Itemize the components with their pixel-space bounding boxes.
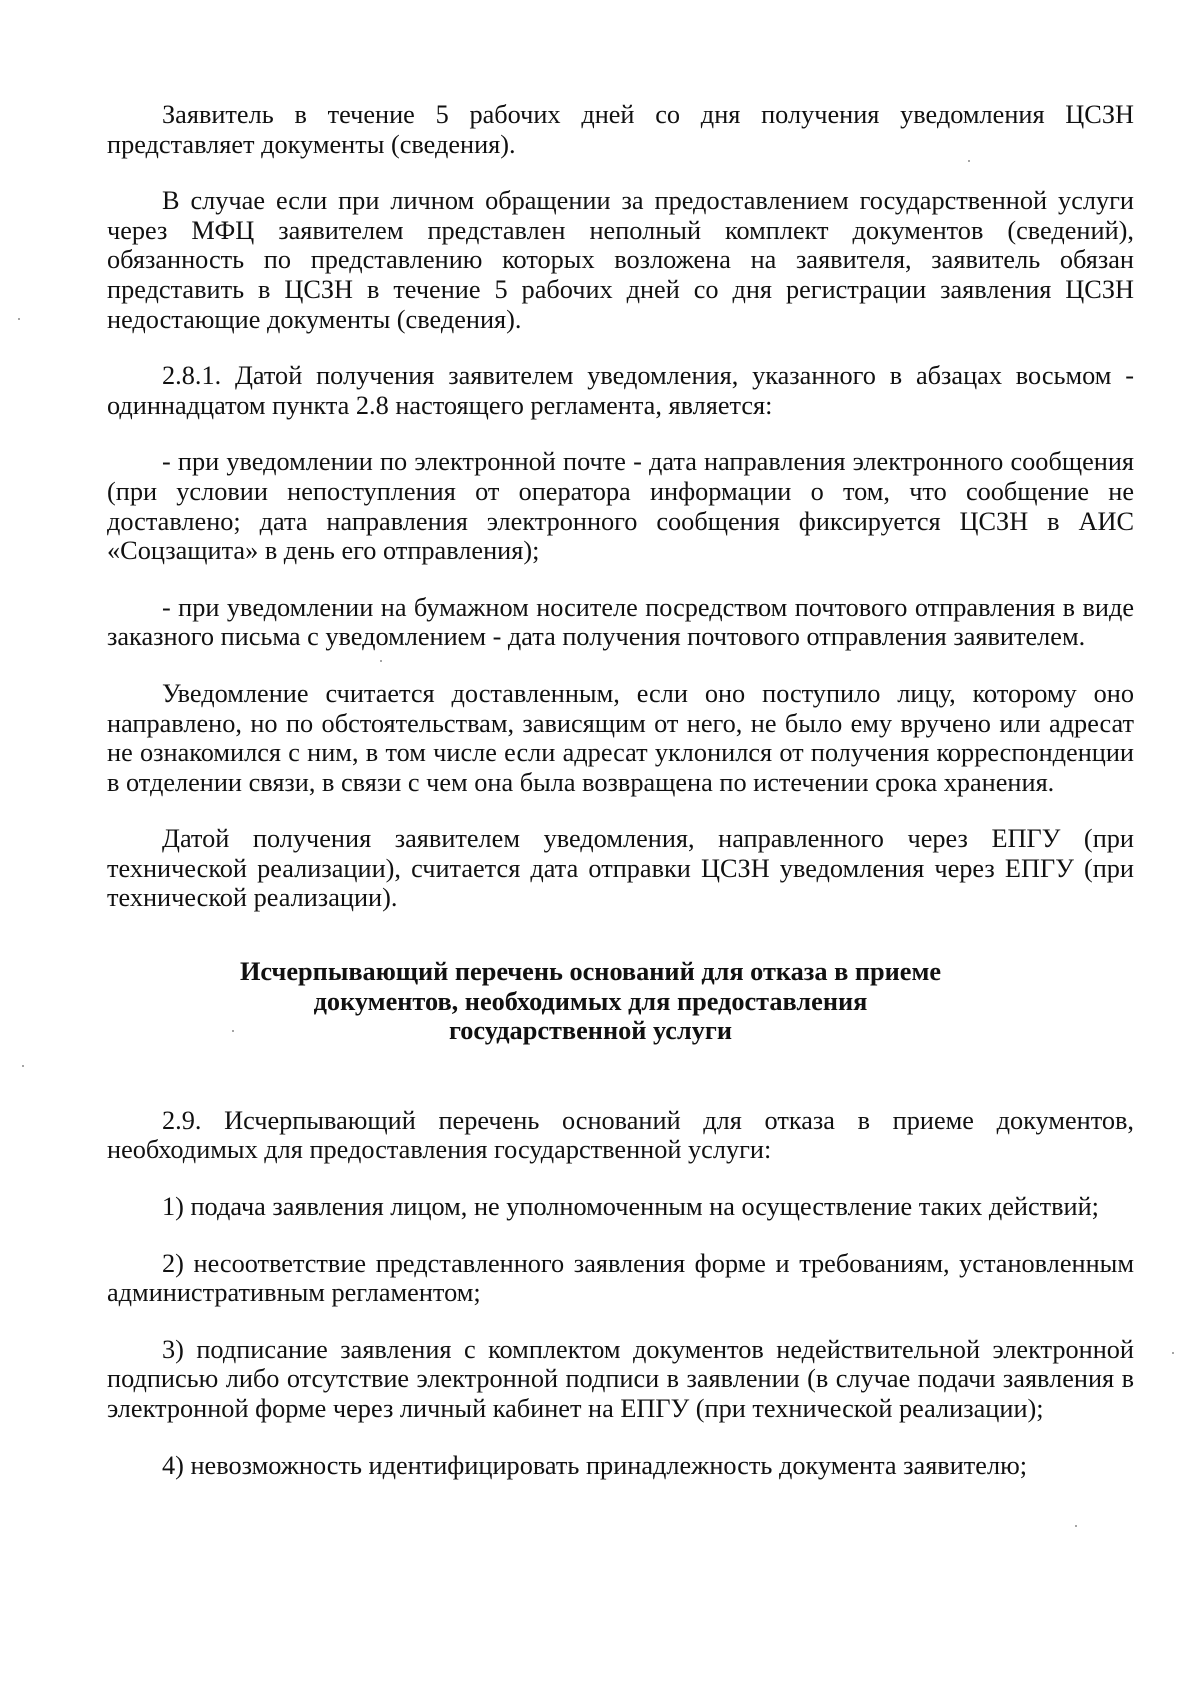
list-item-1: 1) подача заявления лицом, не уполномоченным на осуществление таких действий;: [162, 1192, 1099, 1222]
scan-speck: [968, 160, 970, 162]
scan-speck: [18, 318, 20, 320]
paragraph-incomplete-documents: В случае если при личном обращении за предоставлением государственной услуги через МФЦ заявителем представлен неполный комплект документов (сведений), обязанность по представлению которых возложена на заявителя, заявитель обязан представить в ЦСЗН в течение 5 рабочих дней со дня регистрации заявления ЦСЗН недостающие документы (сведения).: [107, 186, 1134, 334]
scan-speck: [1172, 1352, 1174, 1354]
scan-speck: [22, 1065, 24, 1067]
scan-speck: [232, 1030, 234, 1032]
section-heading-line-2: документов, необходимых для предоставления: [313, 986, 868, 1016]
paragraph-delivery-considered: Уведомление считается доставленным, если оно поступило лицу, которому оно направлено, но по обстоятельствам, зависящим от него, не было ему вручено или адресат не ознакомился с ним, в том числе если адресат уклонился от получения корреспонденции в отделении связи, в связи с чем она была возвращена по истечении срока хранения.: [107, 678, 1134, 797]
paragraph-2-9: 2.9. Исчерпывающий перечень оснований для отказа в приеме документов, необходимых для предоставления государственной услуги:: [107, 1105, 1134, 1165]
paragraph-2-8-1: 2.8.1. Датой получения заявителем уведомления, указанного в абзацах восьмом - одиннадцатом пункта 2.8 настоящего регламента, является:: [107, 361, 1134, 420]
document-body: [107, 100, 1134, 1480]
section-heading-line-1: Исчерпывающий перечень оснований для отказа в приеме: [239, 957, 942, 987]
list-item-2: 2) несоответствие представленного заявления форме и требованиям, установленным административным регламентом;: [107, 1248, 1134, 1308]
paragraph-email-notification: - при уведомлении по электронной почте - дата направления электронного сообщения (при условии непоступления от оператора информации о том, что сообщение не доставлено; дата направления электронного сообщения фиксируется ЦСЗН в АИС «Соцзащита» в день его отправления);: [107, 447, 1134, 566]
paragraph-epgu-notification: Датой получения заявителем уведомления, направленного через ЕПГУ (при технической реализации), считается дата отправки ЦСЗН уведомления через ЕПГУ (при технической реализации).: [107, 824, 1134, 913]
scan-speck: [380, 660, 382, 662]
section-heading: [107, 957, 1134, 1046]
paragraph-paper-notification: - при уведомлении на бумажном носителе посредством почтового отправления в виде заказного письма с уведомлением - дата получения почтового отправления заявителем.: [107, 592, 1134, 652]
section-heading-line-3: государственной услуги: [449, 1016, 732, 1046]
list-item-3: 3) подписание заявления с комплектом документов недействительной электронной подписью либо отсутствие электронной подписи в заявлении (в случае подачи заявления в электронной форме через личный кабинет на ЕПГУ (при технической реализации);: [107, 1334, 1134, 1423]
scan-speck: [1075, 1525, 1077, 1527]
paragraph-applicant-deadline: Заявитель в течение 5 рабочих дней со дня получения уведомления ЦСЗН представляет документы (сведения).: [107, 100, 1134, 159]
list-item-4: 4) невозможность идентифицировать принадлежность документа заявителю;: [162, 1450, 1028, 1480]
